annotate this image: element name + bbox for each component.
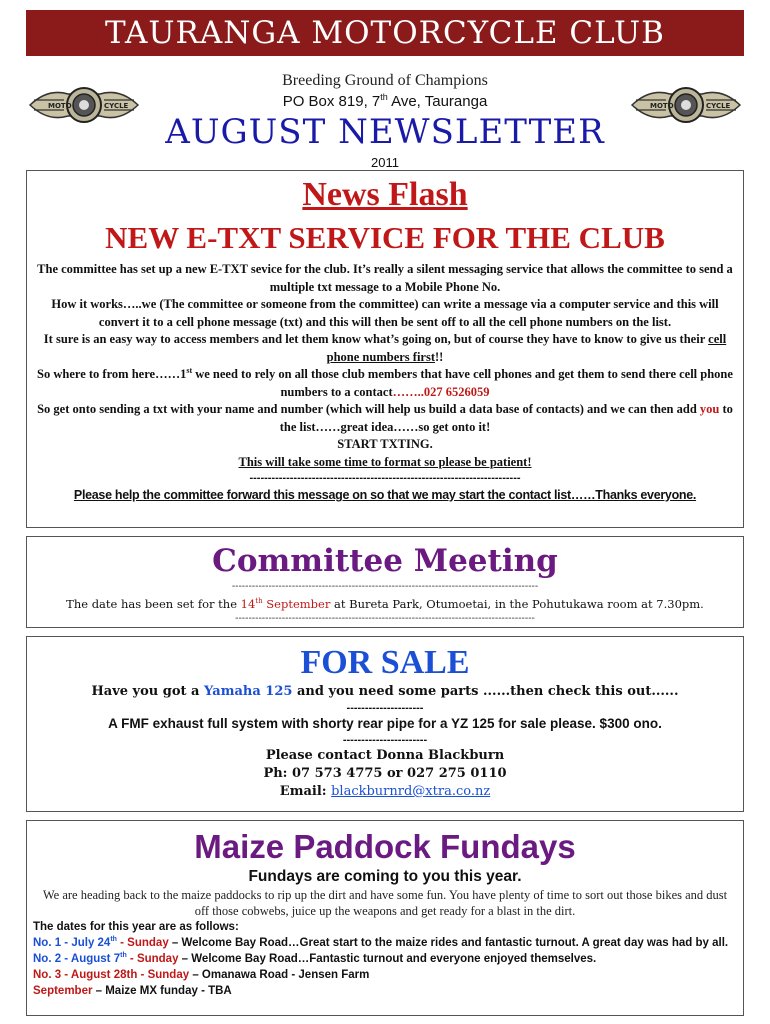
for-sale-section	[26, 636, 744, 812]
committee-title: Committee Meeting	[212, 543, 558, 579]
patience-note: This will take some time to format so please be patient!	[238, 454, 532, 469]
club-title-banner	[26, 10, 744, 56]
sale-contact: Please contact Donna Blackburn	[265, 748, 505, 763]
contact-number: ……..027 6526059	[392, 384, 490, 399]
meeting-date: 14th September	[240, 596, 331, 611]
list-item: No. 1 - July 24th - Sunday – Welcome Bay Road…Great start to the maize rides and fantastic turnout. A great day was had by all.	[33, 936, 729, 949]
newsletter-year: 2011	[371, 155, 399, 170]
list-item: September – Maize MX funday - TBA	[33, 985, 232, 997]
divider: ------------------------------------------------------------------------------------------	[235, 612, 535, 624]
sale-phone: Ph: 07 573 4775 or 027 275 0110	[263, 766, 507, 781]
sale-question: Have you got a Yamaha 125 and you need some parts ......then check this out......	[91, 684, 679, 699]
news-paragraph: The committee has set up a new E-TXT sevice for the club. It’s really a silent messaging service that allows the committee to send a multiple txt message to a Mobile Phone No.	[37, 262, 733, 294]
maize-subtitle: Fundays are coming to you this year.	[248, 868, 522, 885]
maize-title: Maize Paddock Fundays	[194, 828, 576, 865]
sale-email-line: Email: blackburnrd@xtra.co.nz	[279, 784, 491, 799]
list-item: No. 3 - August 28th - Sunday – Omanawa Road - Jensen Farm	[33, 969, 370, 981]
maize-intro: We are heading back to the maize paddocks to rip up the dirt and have some fun. You have plenty of time to sort out those bikes and dust off those cobwebs, juice up the weapons and get ready for a blast in the dirt.	[42, 888, 728, 918]
divider: ---------------------	[346, 702, 424, 714]
news-flash-section	[26, 170, 744, 528]
logo-right-text: MOTO	[650, 102, 674, 110]
news-flash-body	[27, 261, 743, 471]
news-paragraph: So where to from here……1st we need to rely on all those club members that have cell phones and get them to send there cell phone numbers to a contact……..027 6526059	[37, 365, 733, 399]
divider: --------------------------------------------------------------------------------------------	[231, 581, 539, 592]
club-title: TAURANGA MOTORCYCLE CLUB	[105, 15, 665, 51]
news-paragraph: So get onto sending a txt with your name and number (which will help us build a data base of contacts) and we can then add you to the list……great idea……so get onto it!	[37, 402, 733, 434]
for-sale-title: FOR SALE	[300, 644, 470, 681]
logo-right-text-2: CYCLE	[706, 102, 731, 110]
logo-left-text: MOTO	[48, 102, 72, 110]
news-paragraph: It sure is an easy way to access members and let them know what’s going on, but of course they have to know to give us their cell phone numbers first!!	[43, 332, 727, 364]
committee-meeting-section	[26, 536, 744, 628]
news-paragraph: How it works…..we (The committee or someone from the committee) can write a message via a computer service and this will convert it to a cell phone message (txt) and this will then be sent off to all the cell phone numbers on the list.	[51, 297, 719, 329]
newsletter-title: AUGUST NEWSLETTER	[165, 112, 605, 152]
dates-label: The dates for this year are as follows:	[33, 921, 239, 933]
divider: --------------------------------------------------------------------------	[249, 472, 521, 484]
postal-address: PO Box 819, 7th Ave, Tauranga	[282, 92, 488, 110]
divider: -----------------------	[342, 734, 428, 746]
meeting-details: The date has been set for the 14th September at Bureta Park, Otumoetai, in the Pohutukawa room at 7.30pm.	[66, 596, 704, 611]
logo-left-text-2: CYCLE	[104, 102, 129, 110]
help-forward-note: Please help the committee forward this message on so that we may start the contact list……Thanks everyone.	[73, 488, 697, 502]
list-item: No. 2 - August 7th - Sunday – Welcome Bay Road…Fantastic turnout and everyone enjoyed themselves.	[33, 952, 597, 965]
news-flash-title: News Flash	[302, 176, 468, 213]
tagline: Breeding Ground of Champions	[282, 72, 488, 89]
news-flash-subtitle: NEW E-TXT SERVICE FOR THE CLUB	[105, 220, 665, 255]
sale-item: A FMF exhaust full system with shorty rear pipe for a YZ 125 for sale please. $300 ono.	[108, 716, 662, 731]
maize-paddock-section	[26, 820, 744, 1016]
email-link[interactable]: blackburnrd@xtra.co.nz	[331, 784, 491, 799]
start-txting: START TXTING.	[337, 437, 433, 451]
funday-dates-list	[27, 919, 743, 999]
